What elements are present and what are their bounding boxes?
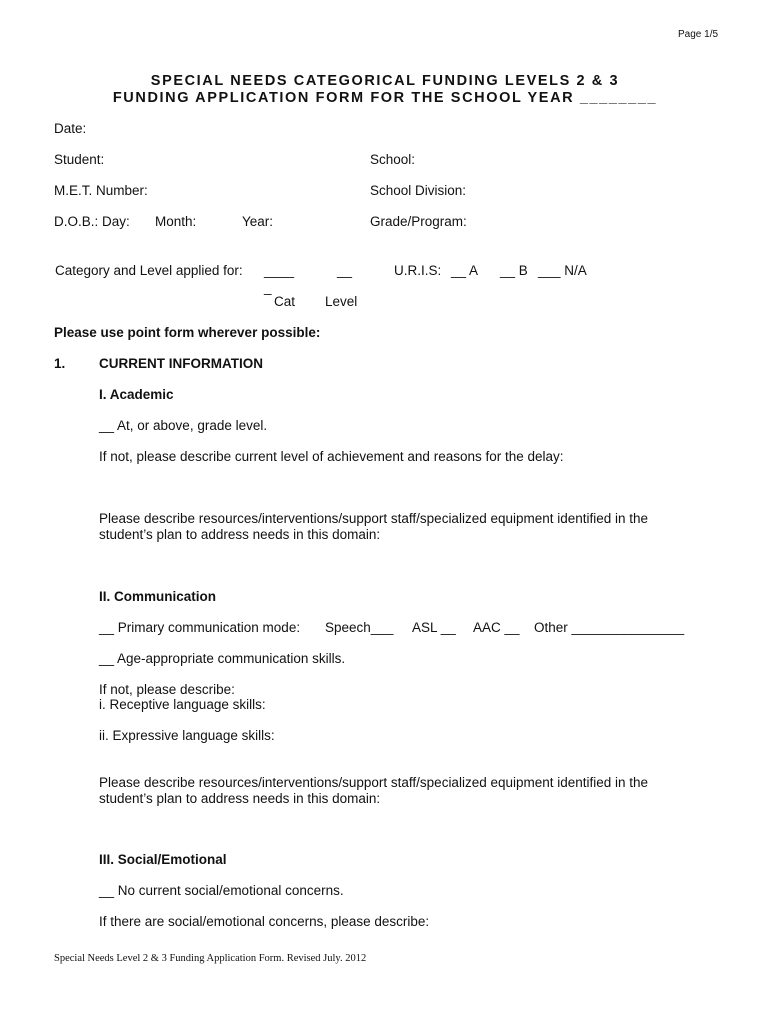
- speech-blank: ___: [370, 620, 394, 635]
- category-blank: ____: [264, 263, 295, 278]
- communication-resources-prompt: Please describe resources/interventions/support staff/specialized equipment identified in the student’s plan to address needs in this domain:: [99, 775, 649, 806]
- communication-speech-option: [325, 620, 393, 635]
- category-level-label: Category and Level applied for:: [55, 263, 243, 278]
- uris-option-b: __ B: [500, 263, 528, 278]
- receptive-language-prompt: i. Receptive language skills:: [99, 697, 266, 712]
- academic-heading: I. Academic: [99, 387, 174, 402]
- dob-month-label: Month:: [155, 214, 197, 229]
- communication-other-option: Other _______________: [534, 620, 685, 635]
- uris-option-na: ___ N/A: [538, 263, 587, 278]
- school-label: School:: [370, 152, 416, 167]
- level-caption: Level: [325, 294, 358, 309]
- point-form-instruction: Please use point form wherever possible:: [54, 325, 321, 340]
- section-1-number: 1.: [54, 356, 66, 371]
- dob-day-label: D.O.B.: Day:: [54, 214, 130, 229]
- page-number: Page 1/5: [678, 29, 719, 40]
- form-title-line-2: FUNDING APPLICATION FORM FOR THE SCHOOL YEAR ________: [112, 90, 658, 106]
- communication-aac-option: AAC __: [473, 620, 520, 635]
- student-label: Student:: [54, 152, 105, 167]
- uris-label: U.R.I.S:: [394, 263, 442, 278]
- communication-age-appropriate-item: __ Age-appropriate communication skills.: [99, 651, 346, 666]
- cat-caption: Cat: [274, 294, 296, 309]
- level-blank: __: [337, 263, 353, 278]
- communication-if-not-prompt: If not, please describe:: [99, 682, 235, 697]
- no-social-concerns-item: __ No current social/emotional concerns.: [99, 883, 344, 898]
- social-concerns-prompt: If there are social/emotional concerns, please describe:: [99, 914, 430, 929]
- academic-if-not-prompt: If not, please describe current level of achievement and reasons for the delay:: [99, 449, 564, 464]
- academic-grade-level-item: __ At, or above, grade level.: [99, 418, 268, 433]
- page-footer: Special Needs Level 2 & 3 Funding Application Form. Revised July. 2012: [54, 953, 367, 964]
- social-emotional-heading: III. Social/Emotional: [99, 852, 227, 867]
- uris-option-a: __ A: [451, 263, 479, 278]
- school-division-label: School Division:: [370, 183, 467, 198]
- grade-program-label: Grade/Program:: [370, 214, 467, 229]
- communication-heading: II. Communication: [99, 589, 217, 604]
- communication-mode-prefix: __ Primary communication mode:: [99, 620, 301, 635]
- date-label: Date:: [54, 121, 87, 136]
- speech-label: Speech: [325, 620, 371, 635]
- dob-year-label: Year:: [242, 214, 274, 229]
- expressive-language-prompt: ii. Expressive language skills:: [99, 728, 275, 743]
- section-1-title: CURRENT INFORMATION: [99, 356, 263, 371]
- academic-resources-prompt: Please describe resources/interventions/support staff/specialized equipment identified in the student’s plan to address needs in this domain:: [99, 511, 649, 542]
- met-number-label: M.E.T. Number:: [54, 183, 148, 198]
- communication-asl-option: ASL __: [412, 620, 456, 635]
- form-title-line-1: SPECIAL NEEDS CATEGORICAL FUNDING LEVELS 2 & 3: [150, 73, 620, 89]
- category-blank-tail: _: [264, 280, 272, 295]
